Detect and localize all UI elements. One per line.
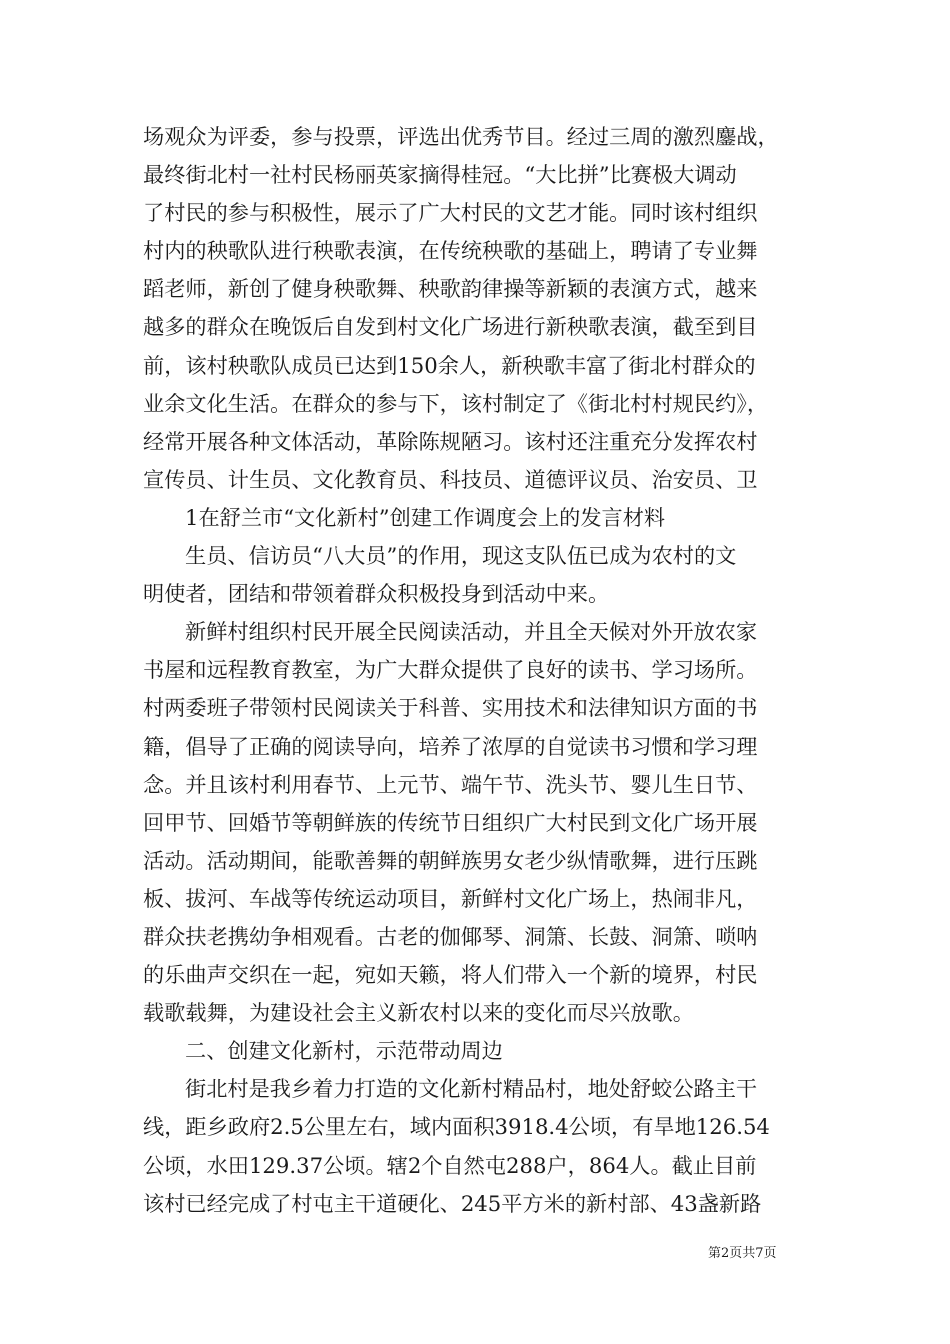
text-line: 群众扶老携幼争相观看。古老的伽倻琴、洞箫、长鼓、洞箫、唢呐 bbox=[143, 923, 758, 949]
text-line: 业余文化生活。在群众的参与下，该村制定了《街北村村规民约》， bbox=[143, 390, 769, 416]
text-line: 书屋和远程教育教室，为广大群众提供了良好的读书、学习场所。 bbox=[143, 657, 758, 683]
text-line: 前，该村秧歌队成员已达到150余人，新秧歌丰富了街北村群众的 bbox=[143, 352, 756, 378]
text-line: 公顷，水田129.37公顷。辖2个自然屯288户，864人。截止目前 bbox=[143, 1152, 757, 1178]
text-line: 二、创建文化新村，示范带动周边 bbox=[185, 1038, 503, 1064]
text-line: 念。并且该村利用春节、上元节、端午节、洗头节、婴儿生日节、 bbox=[143, 771, 758, 797]
text-line: 街北村是我乡着力打造的文化新村精品村，地处舒蛟公路主干 bbox=[185, 1076, 758, 1102]
text-line: 1在舒兰市“文化新村”创建工作调度会上的发言材料 bbox=[185, 504, 666, 530]
text-line: 新鲜村组织村民开展全民阅读活动，并且全天候对外开放农家 bbox=[185, 619, 758, 645]
text-line: 村内的秧歌队进行秧歌表演，在传统秧歌的基础上，聘请了专业舞 bbox=[143, 238, 758, 264]
text-line: 生员、信访员“八大员”的作用，现这支队伍已成为农村的文 bbox=[185, 543, 737, 569]
text-line: 了村民的参与积极性，展示了广大村民的文艺才能。同时该村组织 bbox=[143, 200, 758, 226]
text-line: 板、拔河、车战等传统运动项目，新鲜村文化广场上，热闹非凡， bbox=[143, 885, 758, 911]
text-line: 经常开展各种文体活动，革除陈规陋习。该村还注重充分发挥农村 bbox=[143, 428, 758, 454]
text-line: 蹈老师，新创了健身秧歌舞、秧歌韵律操等新颖的表演方式，越来 bbox=[143, 276, 758, 302]
text-line: 场观众为评委，参与投票，评选出优秀节目。经过三周的激烈鏖战， bbox=[143, 124, 779, 149]
text-line: 活动。活动期间，能歌善舞的朝鲜族男女老少纵情歌舞，进行压跳 bbox=[143, 847, 758, 873]
text-line: 的乐曲声交织在一起，宛如天籁，将人们带入一个新的境界，村民 bbox=[143, 962, 758, 988]
text-line: 载歌载舞，为建设社会主义新农村以来的变化而尽兴放歌。 bbox=[143, 1000, 694, 1026]
text-line: 村两委班子带领村民阅读关于科普、实用技术和法律知识方面的书 bbox=[143, 695, 758, 721]
text-line: 回甲节、回婚节等朝鲜族的传统节日组织广大村民到文化广场开展 bbox=[143, 809, 758, 835]
text-line: 线，距乡政府2.5公里左右，域内面积3918.4公顷，有旱地126.54 bbox=[143, 1114, 770, 1140]
document-body bbox=[143, 118, 808, 1223]
text-line: 宣传员、计生员、文化教育员、科技员、道德评议员、治安员、卫 bbox=[143, 466, 758, 492]
text-line: 越多的群众在晚饭后自发到村文化广场进行新秧歌表演，截至到目 bbox=[143, 314, 758, 340]
text-line: 最终街北村一社村民杨丽英家摘得桂冠。“大比拼”比赛极大调动 bbox=[143, 162, 737, 188]
text-line: 籍，倡导了正确的阅读导向，培养了浓厚的自觉读书习惯和学习理 bbox=[143, 733, 758, 759]
page-footer: 第2页共7页 bbox=[708, 1246, 777, 1261]
text-line: 该村已经完成了村屯主干道硬化、245平方米的新村部、43盏新路 bbox=[143, 1190, 762, 1216]
text-line: 明使者，团结和带领着群众积极投身到活动中来。 bbox=[143, 581, 610, 607]
